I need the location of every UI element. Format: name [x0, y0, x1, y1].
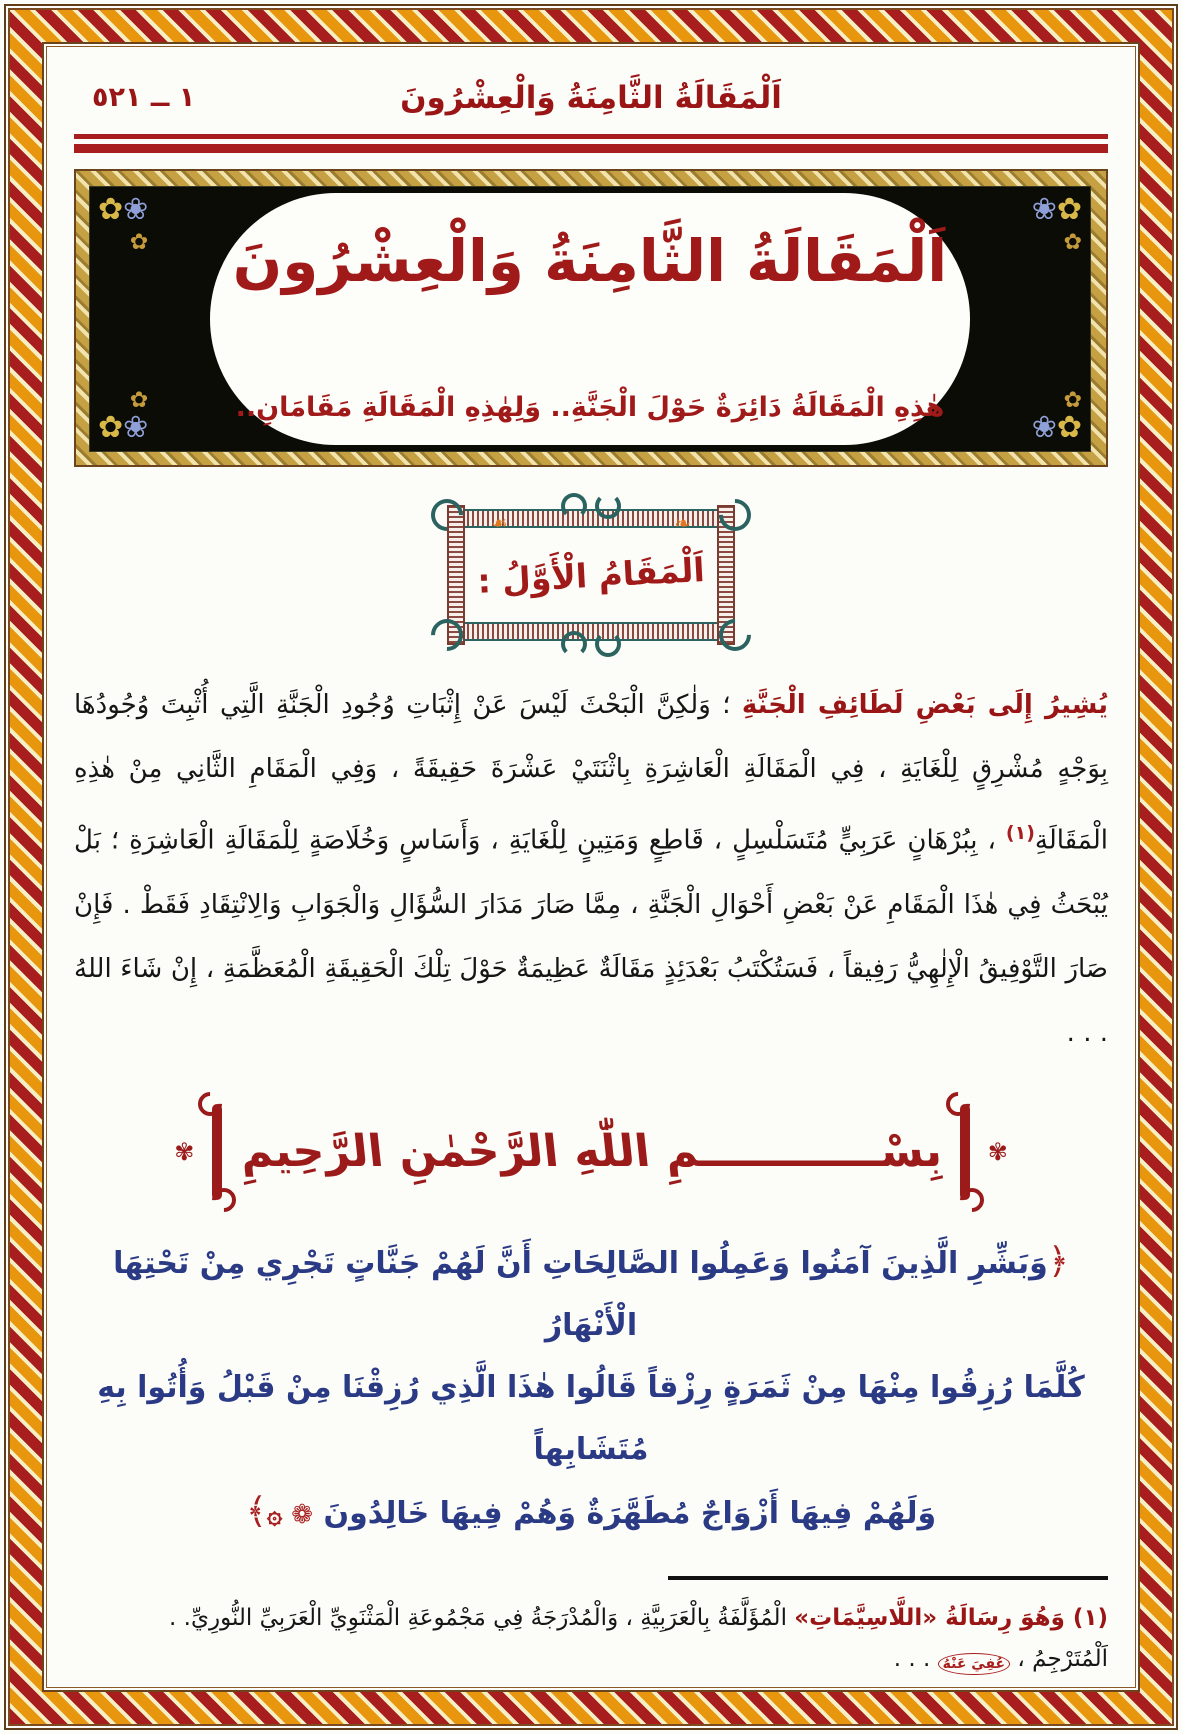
basmala-bracket-icon — [212, 1104, 222, 1200]
floral-corner-icon: ✿ ✿❀ — [1031, 388, 1082, 445]
basmala-text: بِسْــــــــــــمِ اللّٰهِ الرَّحْمٰنِ الرَّحِيمِ — [237, 1126, 945, 1178]
verse-line — [74, 1481, 1108, 1546]
body-text-1: ؛ وَلٰكِنَّ الْبَحْثَ لَيْسَ عَنْ إِثْبَاتِ وُجُودِ الْجَنَّةِ الَّتِي أُثْبِتَ وُجُودُهَا بِوَجْهٍ مُشْرِقٍ لِلْغَايَةِ ، فِي الْمَقَالَةِ الْعَاشِرَةِ بِاثْنَتَيْ عَشْرَةَ حَقِيقَةً ، وَفِي الْمَقَامِ الثَّانِي مِنْ هٰذِهِ الْمَقَالَةِ — [74, 690, 1108, 856]
floral-corner-icon: ✿❀ ✿ — [1031, 192, 1082, 255]
verse-end-rosette-icon: ❁ ۞ — [266, 1499, 314, 1530]
page-number: ١ ــ ٥٢١ — [92, 82, 196, 113]
verse-close-bracket-icon: ﴾ — [245, 1490, 267, 1532]
footnote-separator — [668, 1576, 1108, 1580]
verse-text: وَبَشِّرِ الَّذِينَ آمَنُوا وَعَمِلُوا الصَّالِحَاتِ أَنَّ لَهُمْ جَنَّاتٍ تَجْرِي مِنْ تَحْتِهَا الْأَنْهَارُ — [113, 1245, 1048, 1343]
verse-open-bracket-icon: ﴿ — [1047, 1240, 1069, 1282]
leaf-ornament-icon: ❧ — [674, 511, 691, 535]
quran-verse — [74, 1231, 1108, 1546]
scroll-curl-icon — [561, 631, 587, 657]
basmala-block — [74, 1091, 1108, 1213]
footnote-title: (١) وَهُوَ رِسَالَةُ «اللَّاسِيَّمَاتِ» — [794, 1604, 1108, 1631]
scroll-curl-icon — [595, 631, 621, 657]
basmala-bracket-icon — [960, 1104, 970, 1200]
verse-line — [74, 1357, 1108, 1481]
section-cartouche — [421, 499, 761, 651]
lead-phrase: يُشِيرُ إِلَى بَعْضِ لَطَائِفِ الْجَنَّةِ — [741, 690, 1108, 720]
floral-corner-icon: ❀✿ ✿ — [98, 192, 149, 255]
footnote-text-2 — [74, 1646, 1108, 1674]
footnote-text — [74, 1598, 1108, 1638]
running-title: اَلْمَقَالَةُ الثَّامِنَةُ وَالْعِشْرُونَ — [400, 80, 782, 116]
article-title: اَلْمَقَالَةُ الثَّامِنَةُ وَالْعِشْرُونَ — [232, 227, 948, 295]
rosette-icon: ✾ — [174, 1137, 195, 1166]
header-rule-thick — [74, 144, 1108, 153]
header-rule-thin — [74, 134, 1108, 139]
section-title: اَلْمَقَامُ الْأَوَّلُ : — [476, 549, 706, 601]
verse-text: كُلَّمَا رُزِقُوا مِنْهَا مِنْ ثَمَرَةٍ رِزْقاً قَالُوا هٰذَا الَّذِي رُزِقْنَا مِنْ قَبْلُ وَأُتُوا بِهِ مُتَشَابِهاً — [97, 1369, 1085, 1467]
footnote-dots: . . . — [893, 1645, 938, 1672]
banner-black-field — [89, 186, 1091, 452]
article-subtitle: هٰذِهِ الْمَقَالَةُ دَائِرَةٌ حَوْلَ الْجَنَّةِ.. وَلِهٰذِهِ الْمَقَالَةِ مَقَامَانِ.. — [235, 392, 945, 423]
verse-line — [74, 1231, 1108, 1357]
footnote-body: الْمُؤَلَّفَةُ بِالْعَرَبِيَّةِ ، وَالْمُدْرَجَةُ فِي مَجْمُوعَةِ الْمَثْنَوِيِّ الْعَرَبِيِّ النُّورِيِّ. . — [169, 1604, 795, 1631]
rosette-icon: ✾ — [987, 1137, 1008, 1166]
header-rule — [74, 134, 1108, 153]
illuminated-banner — [74, 169, 1108, 467]
verse-text: وَلَهُمْ فِيهَا أَزْوَاجٌ مُطَهَّرَةٌ وَهُمْ فِيهَا خَالِدُونَ — [323, 1495, 937, 1531]
page-inner-area — [42, 42, 1140, 1692]
page-header — [74, 72, 1108, 124]
page-content — [44, 44, 1138, 1690]
body-text-2: ، بِبُرْهَانٍ عَرَبِيٍّ مُتَسَلْسِلٍ ، قَاطِعٍ وَمَتِينٍ لِلْغَايَةِ ، وَأَسَاسٍ وَخُلَاصَةٍ لِلْمَقَالَةِ الْعَاشِرَةِ ؛ بَلْ يُبْحَثُ فِي هٰذَا الْمَقَامِ عَنْ بَعْضِ أَحْوَالِ الْجَنَّةِ ، مِمَّا صَارَ مَدَارَ السُّؤَالِ وَالْجَوَابِ وَالِانْتِقَادِ فَقَطْ . فَإِنْ صَارَ التَّوْفِيقُ الْإِلٰهِيُّ رَفِيقاً ، فَسَتُكْتَبُ بَعْدَئِذٍ مَقَالَةٌ عَظِيمَةٌ حَوْلَ تِلْكَ الْحَقِيقَةِ الْمُعَظَّمَةِ ، إِنْ شَاءَ اللهُ . . . — [74, 825, 1108, 1048]
body-paragraph — [74, 673, 1108, 1065]
scroll-curl-icon — [561, 493, 587, 519]
scroll-curl-icon — [595, 493, 621, 519]
translator-label: اَلْمُتَرْجِمُ ، — [1010, 1645, 1108, 1672]
footnote-reference: (١) — [1005, 822, 1035, 844]
leaf-ornament-icon: ❧ — [491, 511, 508, 535]
translator-seal-icon: عُفِيَ عَنْهُ — [938, 1653, 1010, 1676]
floral-corner-icon: ✿ ❀✿ — [98, 388, 149, 445]
footnote-area — [74, 1576, 1108, 1674]
